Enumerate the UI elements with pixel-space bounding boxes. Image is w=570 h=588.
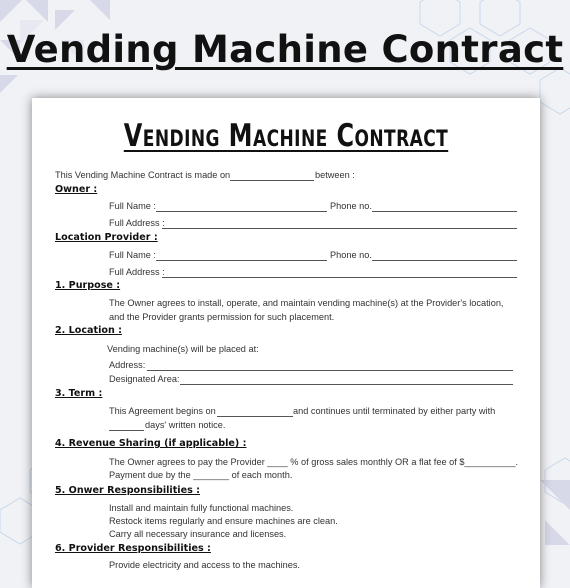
provider-responsibilities-heading: 6. Provider Responsibilities :: [55, 543, 211, 554]
revenue-line-1: The Owner agrees to pay the Provider ____ % of gross sales monthly OR a flat fee of $__________.: [109, 457, 519, 467]
provider-responsibility-item: Provide electricity and access to the machines.: [109, 560, 300, 570]
owner-full-name-field[interactable]: [156, 211, 327, 212]
owner-responsibility-item: Install and maintain fully functional machines.: [109, 503, 294, 513]
provider-phone-field[interactable]: [372, 260, 517, 261]
provider-full-name-label: Full Name :: [109, 250, 156, 260]
contract-date-field[interactable]: [230, 180, 314, 181]
banner-title: Vending Machine Contract: [6, 28, 564, 71]
term-start-date-field[interactable]: [217, 416, 293, 417]
owner-address-field[interactable]: [162, 228, 517, 229]
provider-full-name-field[interactable]: [156, 260, 327, 261]
term-notice: days' written notice.: [145, 420, 226, 430]
provider-address-label: Full Address :: [109, 267, 165, 277]
location-address-label: Address:: [109, 360, 146, 370]
intro-text: This Vending Machine Contract is made on: [55, 170, 231, 180]
provider-phone-label: Phone no.: [330, 250, 372, 260]
location-area-label: Designated Area:: [109, 374, 180, 384]
owner-phone-field[interactable]: [372, 211, 517, 212]
location-area-field[interactable]: [180, 384, 513, 385]
revenue-line-2: Payment due by the _______ of each month.: [109, 470, 293, 480]
term-suffix: and continues until terminated by either party with: [293, 406, 496, 416]
purpose-heading: 1. Purpose :: [55, 280, 121, 291]
document-title: Vending Machine Contract: [123, 118, 449, 154]
owner-heading: Owner :: [55, 184, 98, 195]
contract-page: [32, 98, 540, 588]
owner-phone-label: Phone no.: [330, 201, 372, 211]
location-address-field[interactable]: [147, 370, 513, 371]
owner-address-label: Full Address :: [109, 218, 165, 228]
revenue-heading: 4. Revenue Sharing (if applicable) :: [55, 438, 247, 449]
intro-between: between :: [315, 170, 355, 180]
term-prefix: This Agreement begins on: [109, 406, 216, 416]
provider-address-field[interactable]: [162, 277, 517, 278]
provider-heading: Location Provider :: [55, 232, 158, 243]
notice-days-field[interactable]: [109, 430, 144, 431]
location-heading: 2. Location :: [55, 325, 122, 336]
owner-responsibilities-heading: 5. Onwer Responsibilities :: [55, 485, 200, 496]
term-heading: 3. Term :: [55, 388, 103, 399]
owner-full-name-label: Full Name :: [109, 201, 156, 211]
location-intro: Vending machine(s) will be placed at:: [107, 344, 259, 354]
purpose-line-1: The Owner agrees to install, operate, and maintain vending machine(s) at the Provider's location,: [109, 298, 504, 308]
purpose-line-2: and the Provider grants permission for such placement.: [109, 312, 335, 322]
owner-responsibility-item: Carry all necessary insurance and licenses.: [109, 529, 287, 539]
owner-responsibility-item: Restock items regularly and ensure machines are clean.: [109, 516, 338, 526]
